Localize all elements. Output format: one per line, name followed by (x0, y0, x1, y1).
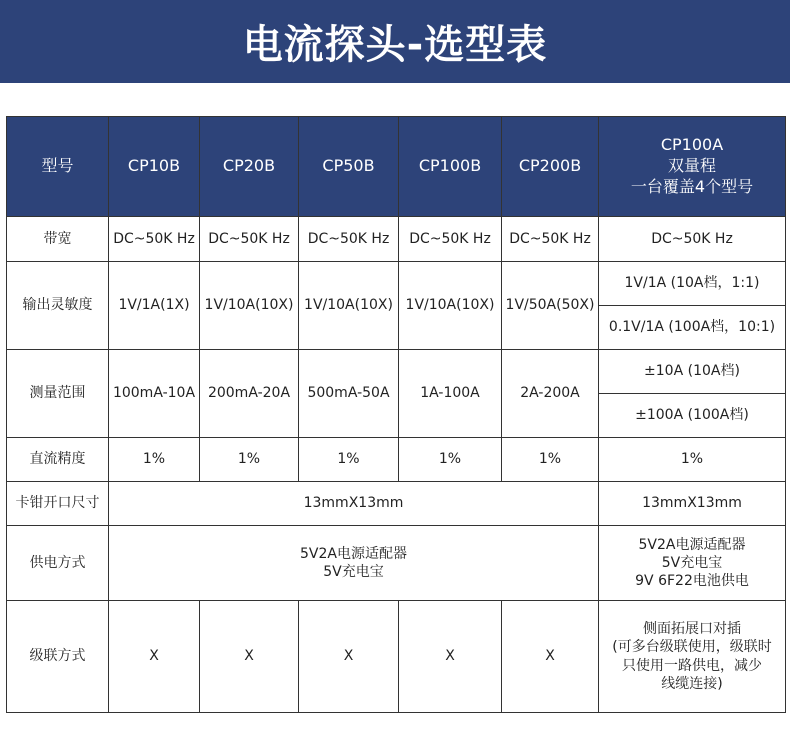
table-cell: 200mA-20A (200, 350, 299, 438)
table-cell: 1% (200, 438, 299, 482)
cell-line: 5V2A电源适配器 (638, 536, 746, 553)
header-line: CP100A (660, 135, 724, 155)
row-label: 带宽 (7, 217, 109, 262)
table-cell: 1V/1A(1X) (109, 262, 200, 350)
table-cell: 100mA-10A (109, 350, 200, 438)
row-label: 卡钳开口尺寸 (7, 482, 109, 526)
table-row (7, 601, 786, 713)
table-cell: 1% (109, 438, 200, 482)
table-cell: 1% (502, 438, 599, 482)
table-cell: DC~50K Hz (200, 217, 299, 262)
row-label: 输出灵敏度 (7, 262, 109, 350)
table-cell: 1V/10A(10X) (200, 262, 299, 350)
row-label: 测量范围 (7, 350, 109, 438)
table-cell: ±10A (10A档) (599, 350, 786, 394)
table-cell (599, 526, 786, 601)
header-model: CP50B (299, 117, 399, 217)
table-cell: 1V/10A(10X) (299, 262, 399, 350)
header-model: CP100B (399, 117, 502, 217)
table-cell: DC~50K Hz (502, 217, 599, 262)
header-model-label: 型号 (7, 117, 109, 217)
table-cell: X (200, 601, 299, 713)
cell-line: 侧面拓展口对插 (643, 621, 741, 638)
header-model-cp100a (599, 117, 786, 217)
cell-line: 9V 6F22电池供电 (635, 573, 749, 590)
cell-line: (可多台级联使用，级联时 (612, 639, 772, 656)
table-cell (109, 526, 599, 601)
table-cell: 500mA-50A (299, 350, 399, 438)
table-cell: DC~50K Hz (299, 217, 399, 262)
table-row (7, 438, 786, 482)
table-row (7, 262, 786, 306)
table-cell: 1% (299, 438, 399, 482)
table-cell: 1V/1A (10A档，1:1) (599, 262, 786, 306)
header-model: CP200B (502, 117, 599, 217)
page-title: 电流探头-选型表 (242, 22, 548, 68)
cell-line: 线缆连接) (661, 675, 723, 692)
table-header-row (7, 117, 786, 217)
table-cell: 13mmX13mm (109, 482, 599, 526)
table-cell: DC~50K Hz (109, 217, 200, 262)
header-line: 一台覆盖4个型号 (630, 176, 754, 196)
table-cell: X (502, 601, 599, 713)
table-cell: X (299, 601, 399, 713)
table-cell: 1V/50A(50X) (502, 262, 599, 350)
header-model: CP10B (109, 117, 200, 217)
table-cell: 2A-200A (502, 350, 599, 438)
table-row (7, 350, 786, 394)
cell-line: 5V充电宝 (661, 554, 723, 571)
table-cell: ±100A (100A档) (599, 394, 786, 438)
table-cell: X (399, 601, 502, 713)
header-model: CP20B (200, 117, 299, 217)
table-row (7, 482, 786, 526)
spec-table (6, 116, 786, 713)
row-label: 直流精度 (7, 438, 109, 482)
table-cell: 1A-100A (399, 350, 502, 438)
header-line: 双量程 (667, 156, 716, 176)
table-cell: 1% (599, 438, 786, 482)
row-label: 级联方式 (7, 601, 109, 713)
cell-line: 5V充电宝 (323, 564, 384, 580)
cell-line: 5V2A电源适配器 (300, 545, 407, 562)
table-row (7, 217, 786, 262)
cell-line: 只使用一路供电，减少 (622, 657, 762, 674)
table-cell: 1% (399, 438, 502, 482)
table-row (7, 526, 786, 601)
table-cell: 13mmX13mm (599, 482, 786, 526)
title-banner (0, 0, 790, 83)
table-cell: DC~50K Hz (599, 217, 786, 262)
table-cell: DC~50K Hz (399, 217, 502, 262)
table-cell: X (109, 601, 200, 713)
table-cell: 1V/10A(10X) (399, 262, 502, 350)
row-label: 供电方式 (7, 526, 109, 601)
table-cell (599, 601, 786, 713)
table-cell: 0.1V/1A (100A档，10:1) (599, 306, 786, 350)
